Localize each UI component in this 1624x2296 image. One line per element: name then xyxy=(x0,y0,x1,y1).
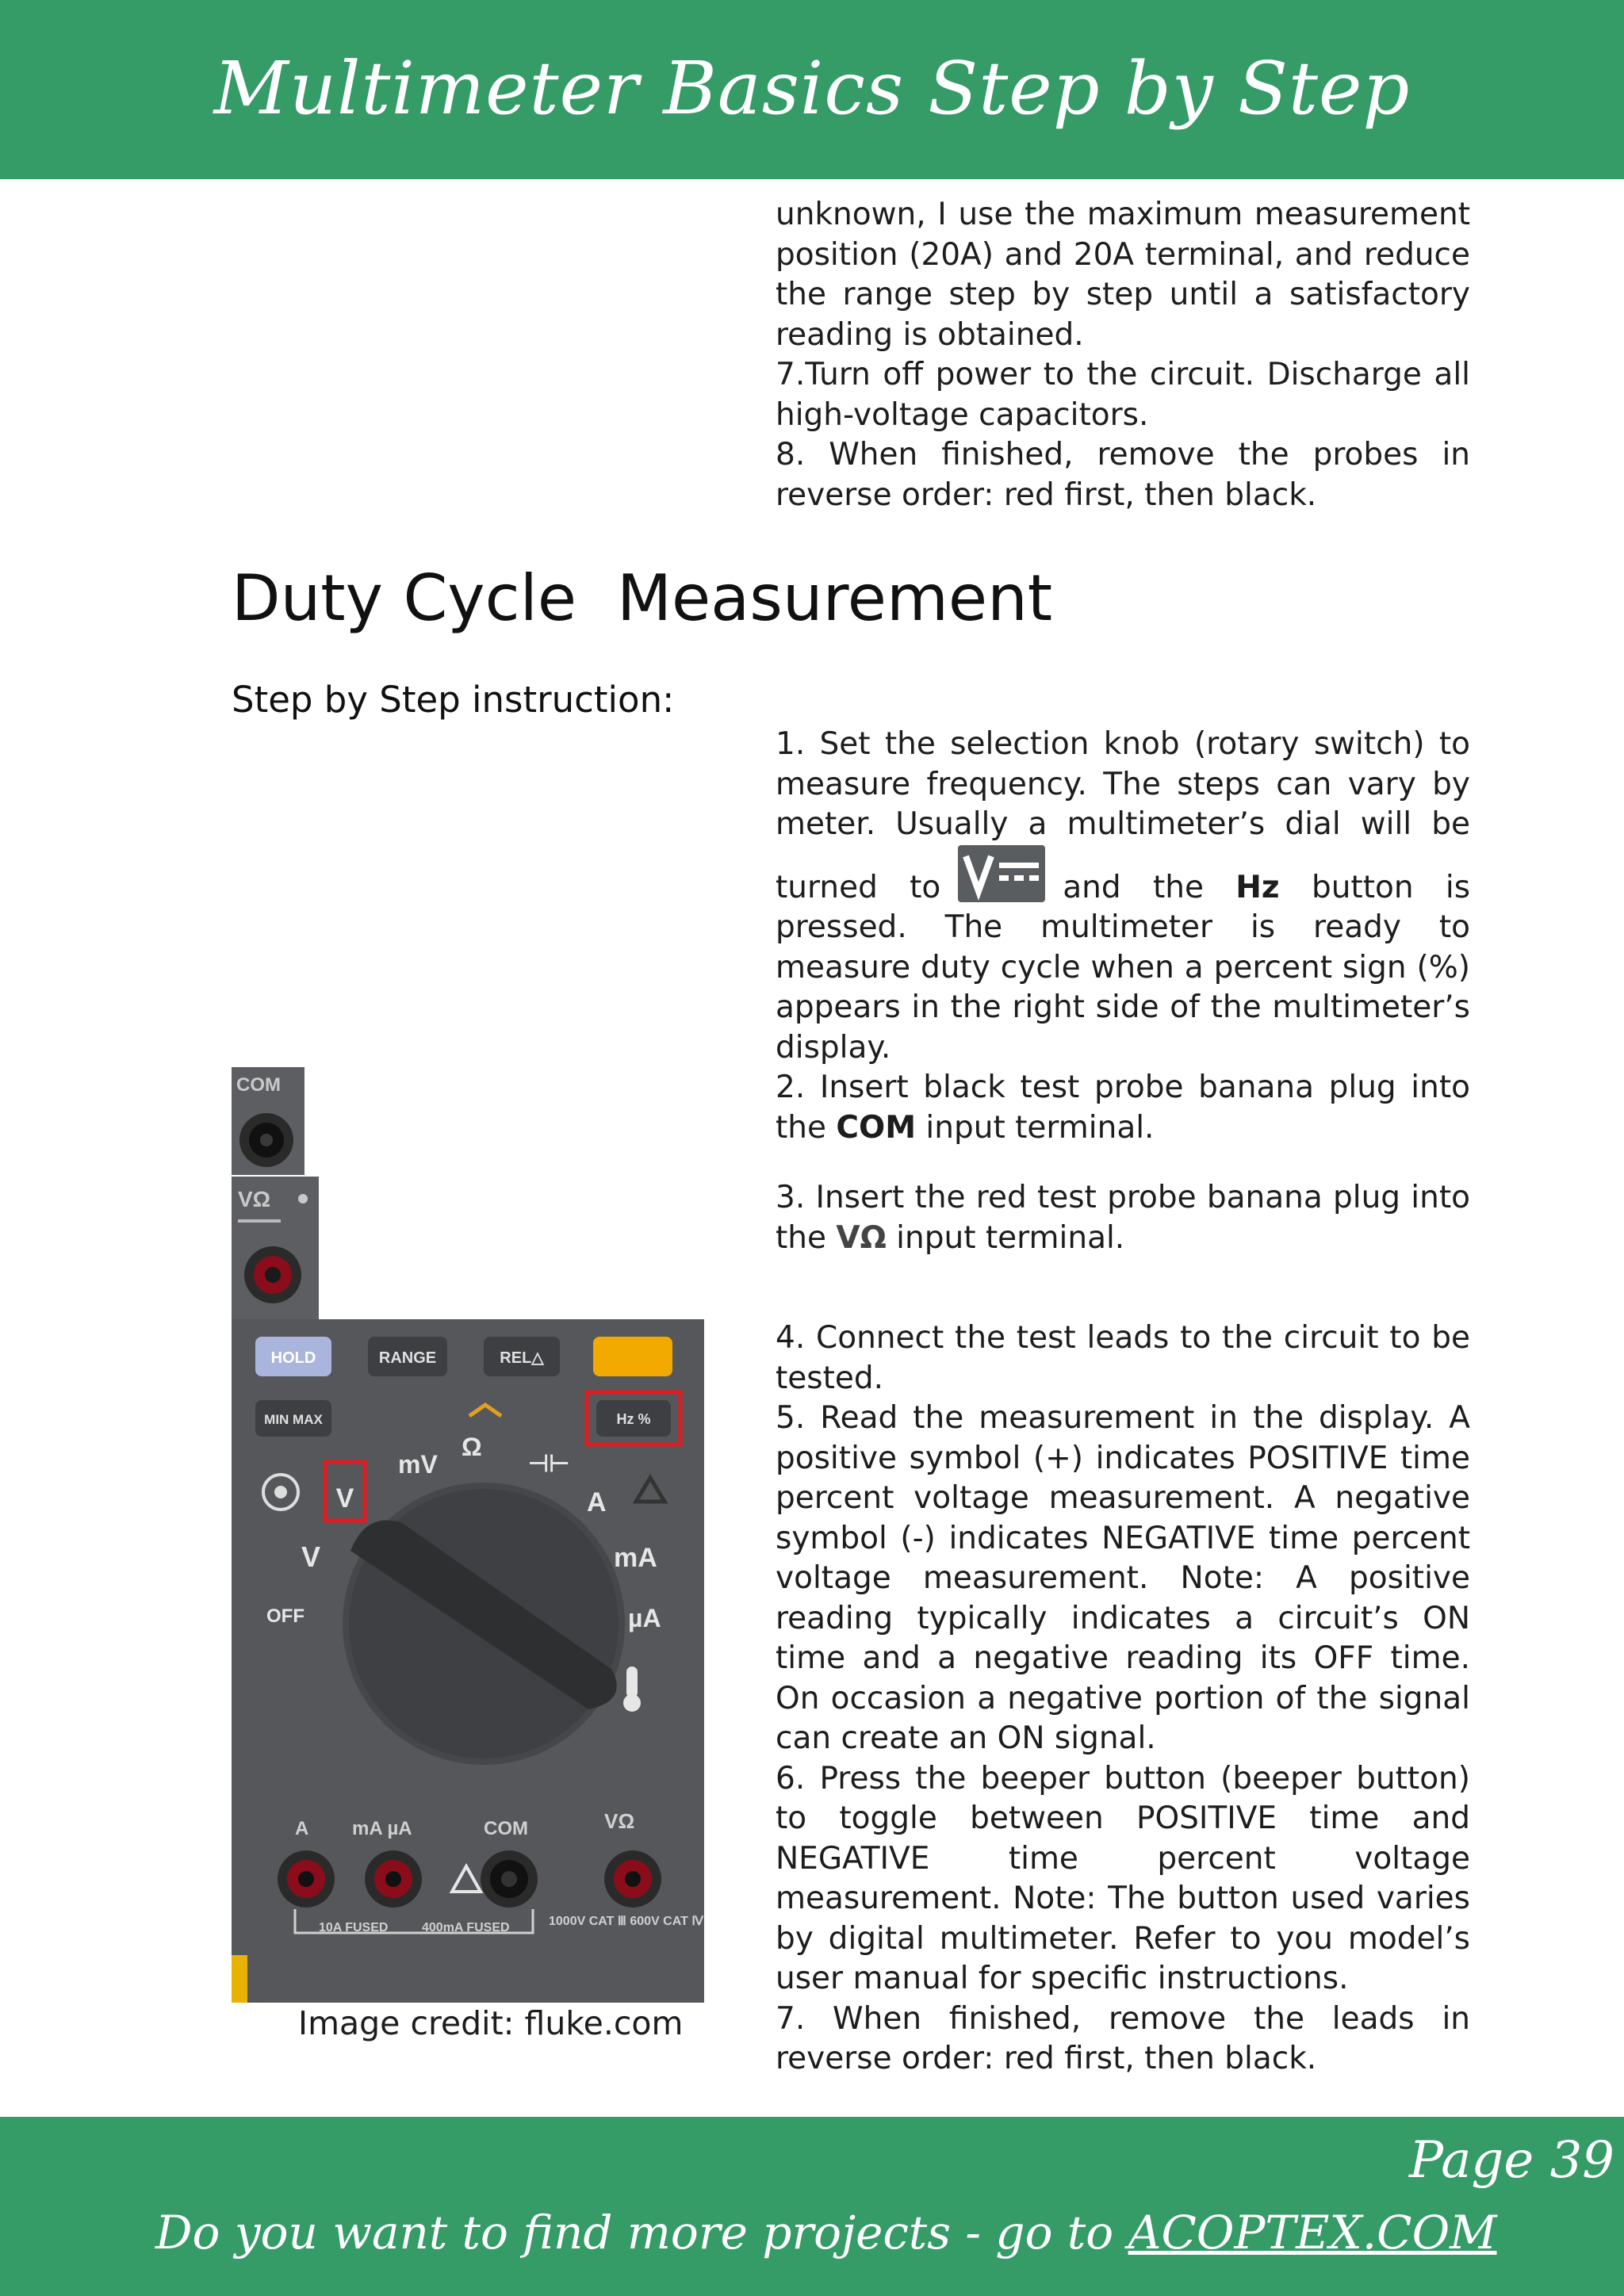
step-2 xyxy=(776,1068,1470,1148)
svg-text:V: V xyxy=(301,1540,321,1573)
volt-ohm-label: VΩ xyxy=(836,1219,887,1256)
svg-text:Hz %: Hz % xyxy=(616,1411,651,1427)
svg-text:VΩ: VΩ xyxy=(238,1187,271,1211)
acoptex-link[interactable]: ACOPTEX.COM xyxy=(1128,2206,1497,2260)
hz-label: Hz xyxy=(1235,869,1280,905)
book-title: Multimeter Basics Step by Step xyxy=(213,45,1411,131)
svg-text:OFF: OFF xyxy=(266,1605,304,1627)
steps-block-4 xyxy=(776,1318,1470,2080)
svg-text:MIN MAX: MIN MAX xyxy=(264,1412,323,1427)
com-label: COM xyxy=(836,1109,917,1146)
step-7: 7. When finished, remove the leads in reverse order: red first, then black. xyxy=(776,2000,1470,2076)
svg-text:A: A xyxy=(587,1487,607,1517)
step-1 xyxy=(776,725,1470,1068)
step-3 xyxy=(776,1178,1470,1258)
multimeter-photo xyxy=(232,1067,707,2003)
steps-block-1 xyxy=(776,725,1470,1148)
step-3-text-a: 3. Insert the red test probe banana plug into the xyxy=(776,1180,1470,1256)
image-credit: Image credit: fluke.com xyxy=(298,2004,684,2042)
svg-text:VΩ: VΩ xyxy=(604,1809,635,1833)
svg-text:COM: COM xyxy=(484,1818,528,1839)
step-1-text-b: and the xyxy=(1063,869,1204,905)
svg-text:V: V xyxy=(335,1483,354,1513)
dc-voltage-icon xyxy=(958,845,1045,902)
footer-tagline xyxy=(155,2206,1497,2260)
paragraph-step-7-prev: 7.Turn off power to the circuit. Discharge all high-voltage capacitors. xyxy=(776,357,1470,433)
paragraph-range: unknown, I use the maximum measurement position (20A) and 20A terminal, and reduce the range step by step until a satisfactory reading is obtained. xyxy=(776,197,1470,353)
page-number: Page 39 xyxy=(1409,2131,1614,2190)
com-jack-crop xyxy=(232,1067,304,1175)
svg-text:1000V CAT Ⅲ 600V CAT Ⅳ: 1000V CAT Ⅲ 600V CAT Ⅳ xyxy=(549,1915,704,1928)
svg-text:10A FUSED: 10A FUSED xyxy=(319,1921,389,1934)
svg-text:REL△: REL△ xyxy=(500,1349,544,1367)
page-header xyxy=(0,0,1624,179)
step-2-text-b: input terminal. xyxy=(925,1109,1155,1146)
step-6: 6. Press the beeper button (beeper button) to toggle between POSITIVE time and NEGATIVE time percent voltage measurement. Note: The button used varies by digital multimeter. Refer to you model’s user manual for specific instructions. xyxy=(776,1760,1470,1996)
svg-text:A: A xyxy=(295,1818,309,1839)
steps-block-3 xyxy=(776,1178,1470,1258)
section-title: Duty Cycle Measurement xyxy=(232,561,1053,635)
step-3-text-b: input terminal. xyxy=(896,1219,1125,1256)
volt-jack-crop xyxy=(232,1177,319,1319)
svg-text:Ω: Ω xyxy=(462,1433,482,1461)
section-subtitle: Step by Step instruction: xyxy=(232,679,675,721)
svg-text:mA: mA xyxy=(614,1543,657,1573)
svg-text:RANGE: RANGE xyxy=(378,1349,437,1367)
footer-tagline-text: Do you want to find more projects - go to xyxy=(155,2206,1128,2260)
yellow-button-photo xyxy=(593,1337,672,1376)
step-5: 5. Read the measurement in the display. A positive symbol (+) indicates POSITIVE time percent voltage measurement. A negative symbol (-) indicates NEGATIVE time percent voltage measurement. Note: A positive reading typically indicates a circuit’s ON time and a negative reading its OFF time. On occasion a negative portion of the signal can create an ON signal. xyxy=(776,1400,1470,1756)
svg-text:mV: mV xyxy=(398,1450,438,1479)
meter-body xyxy=(232,1319,704,2003)
step-1-text-a: 1. Set the selection knob (rotary switch) to measure frequency. The steps can vary by meter. Usually a multimeter’s dial will be turned to xyxy=(776,726,1470,905)
page-footer xyxy=(0,2117,1624,2296)
step-4: 4. Connect the test leads to the circuit to be tested. xyxy=(776,1320,1470,1396)
top-text-block xyxy=(776,195,1470,515)
svg-text:mA µA: mA µA xyxy=(352,1818,412,1839)
com-crop-label: COM xyxy=(236,1074,281,1096)
svg-text:µA: µA xyxy=(628,1604,661,1632)
svg-text:400mA FUSED: 400mA FUSED xyxy=(422,1921,510,1934)
step-1-text-c: button is pressed. The multimeter is ready to measure duty cycle when a percent sign (%) appears in the right side of the multimeter’s display. xyxy=(776,869,1471,1066)
svg-text:⊣⊢: ⊣⊢ xyxy=(528,1451,570,1477)
svg-text:HOLD: HOLD xyxy=(270,1349,316,1367)
step-2-text-a: 2. Insert black test probe banana plug into the xyxy=(776,1070,1470,1146)
paragraph-step-8-prev: 8. When finished, remove the probes in reverse order: red first, then black. xyxy=(776,437,1470,513)
